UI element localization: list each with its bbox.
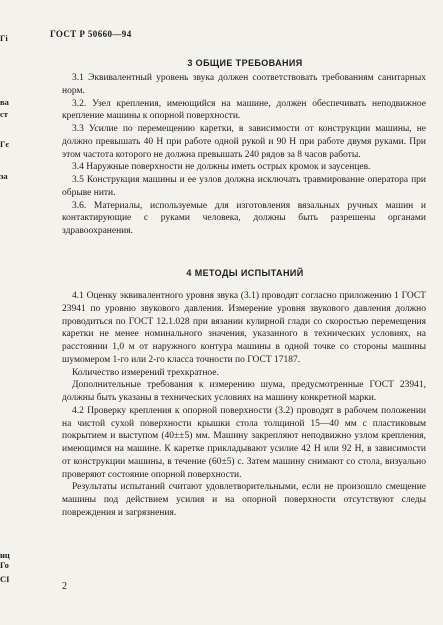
paragraph-3-6: 3.6. Материалы, используемые для изготовления вязальных ручных машин и контактирующие с руками человека, должны быть разрешены органами здравоохранения. xyxy=(62,200,426,236)
paragraph-4-2-results: Результаты испытаний считают удовлетворительными, если не произошло смещение машины под действием усилия и на опорной поверхности отсутствуют следы повреждения и загрязнения. xyxy=(62,482,426,518)
margin-fragment: ст xyxy=(0,109,8,119)
margin-fragment: за xyxy=(0,171,8,181)
paragraph-4-1-extra: Дополнительные требования к измерению шума, предусмотренные ГОСТ 23941, должны быть указаны в технических условиях на машину конкретной марки. xyxy=(62,380,426,403)
paragraph-3-4: 3.4 Наружные поверхности не должны иметь острых кромок и заусенцев. xyxy=(72,162,371,173)
margin-fragment: ва xyxy=(0,97,9,107)
paragraph-4-2: 4.2 Проверку крепления к опорной поверхности (3.2) проводят в рабочем положении на чистой сухой поверхности крышки стола толщиной 15—40 мм с пластиковым покрытием и выступом (40±±5) мм. Машину закрепляют неподвижно узлом крепления, имеющимся на машине. К каретке прикладывают усилие 42 Н или 92 Н, в зависимости от конструкции машины, в течение (60±5) с. Затем машину снимают со стола, визуально проверяют состояние опорной поверхности. xyxy=(62,405,426,480)
margin-fragment: СІ xyxy=(0,574,10,584)
section-3-body xyxy=(62,72,426,238)
section-4-body xyxy=(62,290,426,520)
margin-fragment: Го xyxy=(0,560,9,570)
margin-fragment: Гє xyxy=(0,139,10,149)
running-header: ГОСТ Р 50660—94 xyxy=(50,29,132,39)
margin-fragment: нц xyxy=(0,550,10,560)
paragraph-4-1: 4.1 Оценку эквивалентного уровня звука (3.1) проводят согласно приложению 1 ГОСТ 23941 по уровню звукового давления. Измерение уровня звукового давления должно проводиться по ГОСТ 12.1.028 при вязании кулирной глади со скоростью перемещения каретки не менее номинального значения, указанного в технических условиях, на расстоянии 1,0 м от наружного контура машины в одной точке со стороны машины шумомером 1-го или 2-го класса точности по ГОСТ 17187. xyxy=(62,291,426,365)
page-number: 2 xyxy=(62,581,67,592)
section-4-title: 4 МЕТОДЫ ИСПЫТАНИЙ xyxy=(186,268,304,278)
margin-fragment: Гі xyxy=(0,33,8,43)
paragraph-3-2: 3.2. Узел крепления, имеющийся на машине, должен обеспечивать неподвижное крепление машины к опорной поверхности. xyxy=(62,98,426,122)
paragraph-3-5: 3.5 Конструкция машины и ее узлов должна исключать травмирование оператора при обрыве нити. xyxy=(62,175,426,198)
paragraph-3-3: 3.3 Усилие по перемещению каретки, в зависимости от конструкции машины, не должно превышать 40 Н при работе одной рукой и 90 Н при работе двумя руками. При этом частота которого не должна превышать 240 рядов за 8 часов работы. xyxy=(62,124,426,160)
section-3-title: 3 ОБЩИЕ ТРЕБОВАНИЯ xyxy=(187,58,303,68)
paragraph-3-1: 3.1 Эквивалентный уровень звука должен соответствовать требованиям санитарных норм. xyxy=(62,73,426,96)
paragraph-4-1-count: Количество измерений трехкратное. xyxy=(72,367,219,378)
